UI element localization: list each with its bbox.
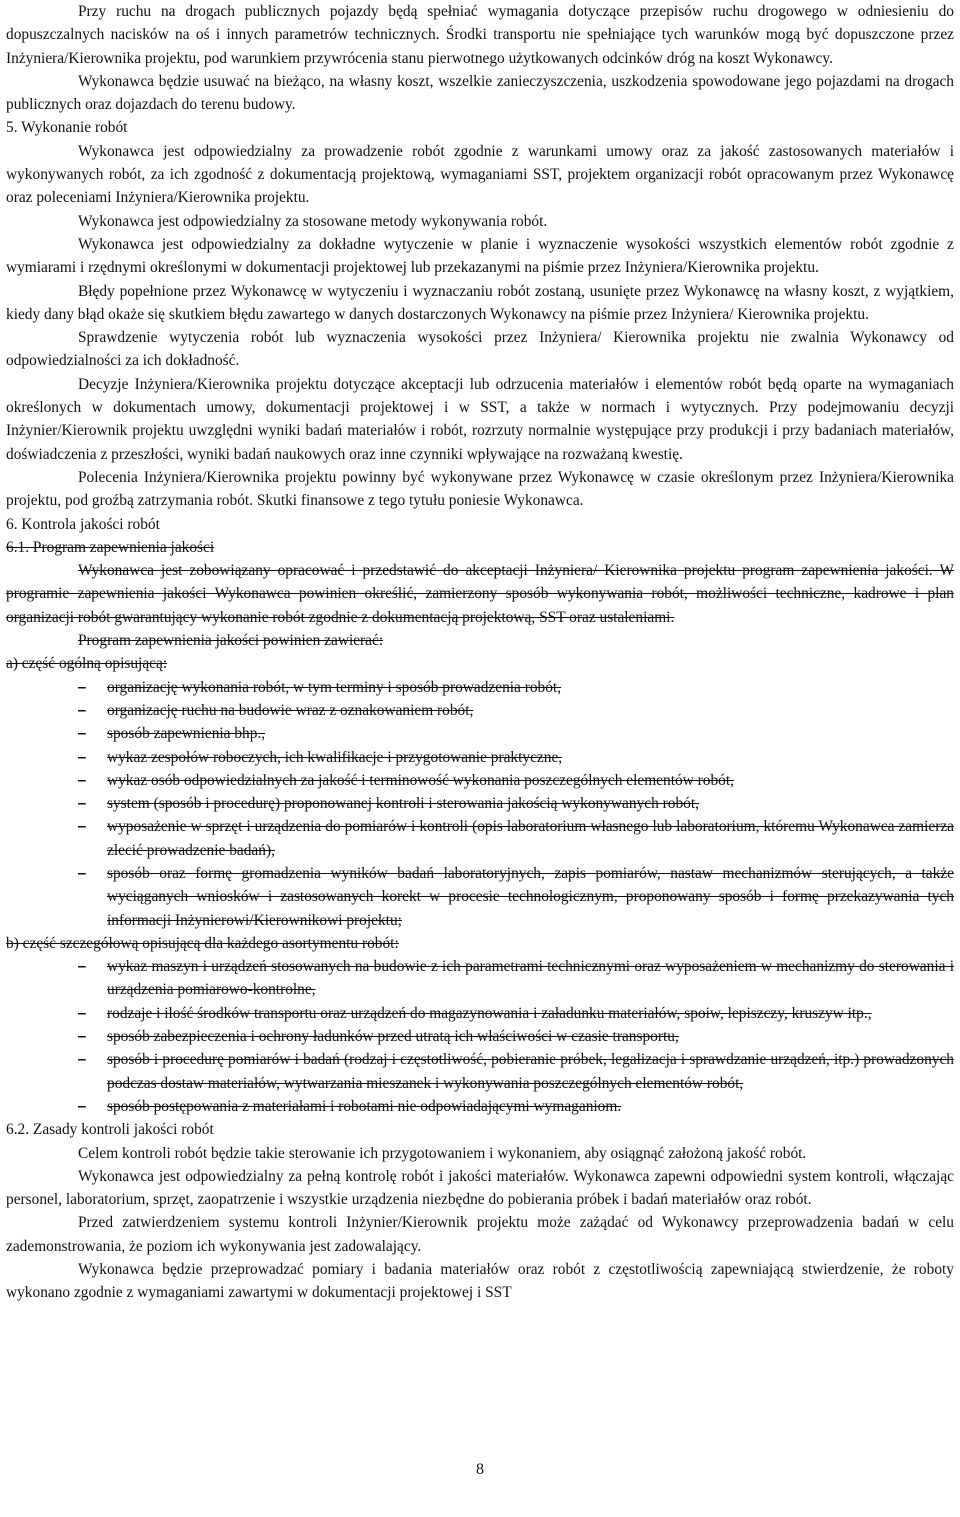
section-6-1-heading: 6.1. Program zapewnienia jakości (6, 538, 215, 556)
section-6-heading: 6. Kontrola jakości robót (6, 515, 160, 533)
bullet-dash: – (78, 958, 86, 976)
bullet-dash: – (78, 678, 86, 696)
paragraph-6-2-1: Celem kontroli robót będzie takie sterowanie ich przygotowaniem i wykonaniem, aby osiągnąć założoną jakość robót. (78, 1144, 807, 1162)
list-item: – sposób i procedurę pomiarów i badań (rodzaj i częstotliwość, pobieranie próbek, legalizacja i sprawdzanie urządzeń, itp.) prowadzonych podczas dostaw materiałów, wytwarzania mieszanek i wykonywania poszczególnych elementów robót, (6, 1048, 954, 1095)
bullet-dash: – (78, 818, 86, 836)
paragraph-6-2-2: Wykonawca jest odpowiedzialny za pełną kontrolę robót i jakości materiałów. Wykonawca zapewni odpowiedni system kontroli, włączając personel, laboratorium, sprzęt, zaopatrzenie i wszystkie urządzenia niezbędne do pobierania próbek i badań materiałów oraz robót. (6, 1167, 954, 1209)
part-a-list (6, 676, 954, 932)
bullet-dash: – (78, 795, 86, 813)
list-item: – sposób oraz formę gromadzenia wyników badań laboratoryjnych, zapis pomiarów, nastaw mechanizmów sterujących, a także wyciąganych wniosków i zastosowanych korekt w procesie technologicznym, proponowany sposób i formę przekazywania tych informacji Inżynierowi/Kierownikowi projektu; (6, 862, 954, 932)
list-item: – organizację ruchu na budowie wraz z oznakowaniem robót, (6, 699, 954, 722)
list-item: – sposób postępowania z materiałami i robotami nie odpowiadającymi wymaganiom. (6, 1095, 954, 1118)
bullet-dash: – (78, 701, 86, 719)
list-item: – organizację wykonania robót, w tym terminy i sposób prowadzenia robót, (6, 676, 954, 699)
list-item: – sposób zabezpieczenia i ochrony ładunków przed utratą ich właściwości w czasie transportu, (6, 1025, 954, 1048)
paragraph-6-2-3: Przed zatwierdzeniem systemu kontroli Inżynier/Kierownik projektu może zażądać od Wykonawcy przeprowadzenia badań w celu zademonstrowania, że poziom ich wykonywania jest zadowalający. (6, 1214, 954, 1255)
paragraph-6-2-4: Wykonawca będzie przeprowadzać pomiary i badania materiałów oraz robót z częstotliwością zapewniającą stwierdzenie, że roboty wykonano zgodnie z wymaganiami zawartymi w dokumentacji projektowej i SST (6, 1261, 954, 1302)
bullet-dash: – (78, 1051, 86, 1069)
paragraph-5-3: Wykonawca jest odpowiedzialny za dokładne wytyczenie w planie i wyznaczenie wysokości wszystkich elementów robót zgodnie z wymiarami i rzędnymi określonymi w dokumentacji projektowej lub przekazanymi na piśmie przez Inżyniera/Kierownika projektu. (6, 235, 954, 277)
list-item: – system (sposób i procedurę) proponowanej kontroli i sterowania jakością wykonywanych robót, (6, 792, 954, 815)
bullet-dash: – (78, 1004, 86, 1022)
paragraph-6-1-2: Program zapewnienia jakości powinien zawierać: (78, 632, 384, 650)
paragraph-transport-2: Wykonawca będzie usuwać na bieżąco, na własny koszt, wszelkie zanieczyszczenia, uszkodzenia spowodowane jego pojazdami na drogach publicznych oraz dojazdach do terenu budowy. (6, 72, 954, 114)
bullet-dash: – (78, 1097, 86, 1115)
list-item: – sposób zapewnienia bhp., (6, 722, 954, 745)
list-item: – wykaz zespołów roboczych, ich kwalifikacje i przygotowanie praktyczne, (6, 746, 954, 769)
part-b-label: b) część szczegółową opisującą dla każdego asortymentu robót: (6, 934, 399, 952)
list-item: – wykaz maszyn i urządzeń stosowanych na budowie z ich parametrami technicznymi oraz wyposażeniem w mechanizmy do sterowania i urządzenia pomiarowo-kontrolne, (6, 955, 954, 1002)
part-b-list (6, 955, 954, 1118)
list-item: – wykaz osób odpowiedzialnych za jakość i terminowość wykonania poszczególnych elementów robót, (6, 769, 954, 792)
page-number: 8 (476, 1461, 484, 1478)
bullet-dash: – (78, 725, 86, 743)
bullet-dash: – (78, 1028, 86, 1046)
paragraph-5-4: Błędy popełnione przez Wykonawcę w wytyczeniu i wyznaczaniu robót zostaną, usunięte przez Wykonawcę na własny koszt, z wyjątkiem, kiedy dany błąd okaże się skutkiem błędu zawartego w danych dostarczonych Wykonawcy na piśmie przez Inżyniera/ Kierownika projektu. (6, 282, 954, 323)
paragraph-transport-1: Przy ruchu na drogach publicznych pojazdy będą spełniać wymagania dotyczące przepisów ruchu drogowego w odniesieniu do dopuszczalnych nacisków na oś i innych parametrów technicznych. Środki transportu nie spełniające tych warunków mogą być dopuszczone przez Inżyniera/Kierownika projektu, pod warunkiem przywrócenia stanu pierwotnego użytkowanych odcinków dróg na koszt Wykonawcy. (6, 3, 954, 67)
paragraph-5-2: Wykonawca jest odpowiedzialny za stosowane metody wykonywania robót. (78, 212, 548, 230)
paragraph-5-6: Decyzje Inżyniera/Kierownika projektu dotyczące akceptacji lub odrzucenia materiałów i elementów robót będą oparte na wymaganiach określonych w dokumentach umowy, dokumentacji projektowej i w SST, a także w normach i wytycznych. Przy podejmowaniu decyzji Inżynier/Kierownik projektu uwzględni wyniki badań materiałów i robót, rozrzuty normalnie występujące przy produkcji i przy badaniach materiałów, doświadczenia z przeszłości, wyniki badań naukowych oraz inne czynniki wpływające na rozważaną kwestię. (6, 375, 954, 463)
part-a-label: a) część ogólną opisującą: (6, 655, 168, 673)
paragraph-5-5: Sprawdzenie wytyczenia robót lub wyznaczenia wysokości przez Inżyniera/ Kierownika projektu nie zwalnia Wykonawcy od odpowiedzialności za ich dokładność. (6, 329, 954, 370)
bullet-dash: – (78, 748, 86, 766)
bullet-dash: – (78, 864, 86, 882)
section-6-2-heading: 6.2. Zasady kontroli jakości robót (6, 1121, 214, 1139)
list-item: – rodzaje i ilość środków transportu oraz urządzeń do magazynowania i załadunku materiałów, spoiw, lepiszczy, kruszyw itp., (6, 1002, 954, 1025)
list-item: – wyposażenie w sprzęt i urządzenia do pomiarów i kontroli (opis laboratorium własnego lub laboratorium, któremu Wykonawca zamierza zlecić prowadzenie badań), (6, 815, 954, 862)
bullet-dash: – (78, 771, 86, 789)
paragraph-5-7: Polecenia Inżyniera/Kierownika projektu powinny być wykonywane przez Wykonawcę w czasie określonym przez Inżyniera/Kierownika projektu, pod groźbą zatrzymania robót. Skutki finansowe z tego tytułu poniesie Wykonawca. (6, 468, 954, 510)
paragraph-5-1: Wykonawca jest odpowiedzialny za prowadzenie robót zgodnie z warunkami umowy oraz za jakość zastosowanych materiałów i wykonywanych robót, za ich zgodność z dokumentacją projektową, wymaganiami SST, projektem organizacji robót opracowanym przez Wykonawcę oraz poleceniami Inżyniera/Kierownika projektu. (6, 142, 954, 207)
paragraph-6-1-1: Wykonawca jest zobowiązany opracować i przedstawić do akceptacji Inżyniera/ Kierownika projektu program zapewnienia jakości. W programie zapewnienia jakości Wykonawca powinien określić, zamierzony sposób wykonywania robót, możliwości techniczne, kadrowe i plan organizacji robót gwarantujący wykonanie robót zgodnie z dokumentacją projektową, SST oraz ustaleniami. (6, 562, 954, 626)
section-5-heading: 5. Wykonanie robót (6, 119, 128, 137)
page-content (6, 0, 954, 1305)
